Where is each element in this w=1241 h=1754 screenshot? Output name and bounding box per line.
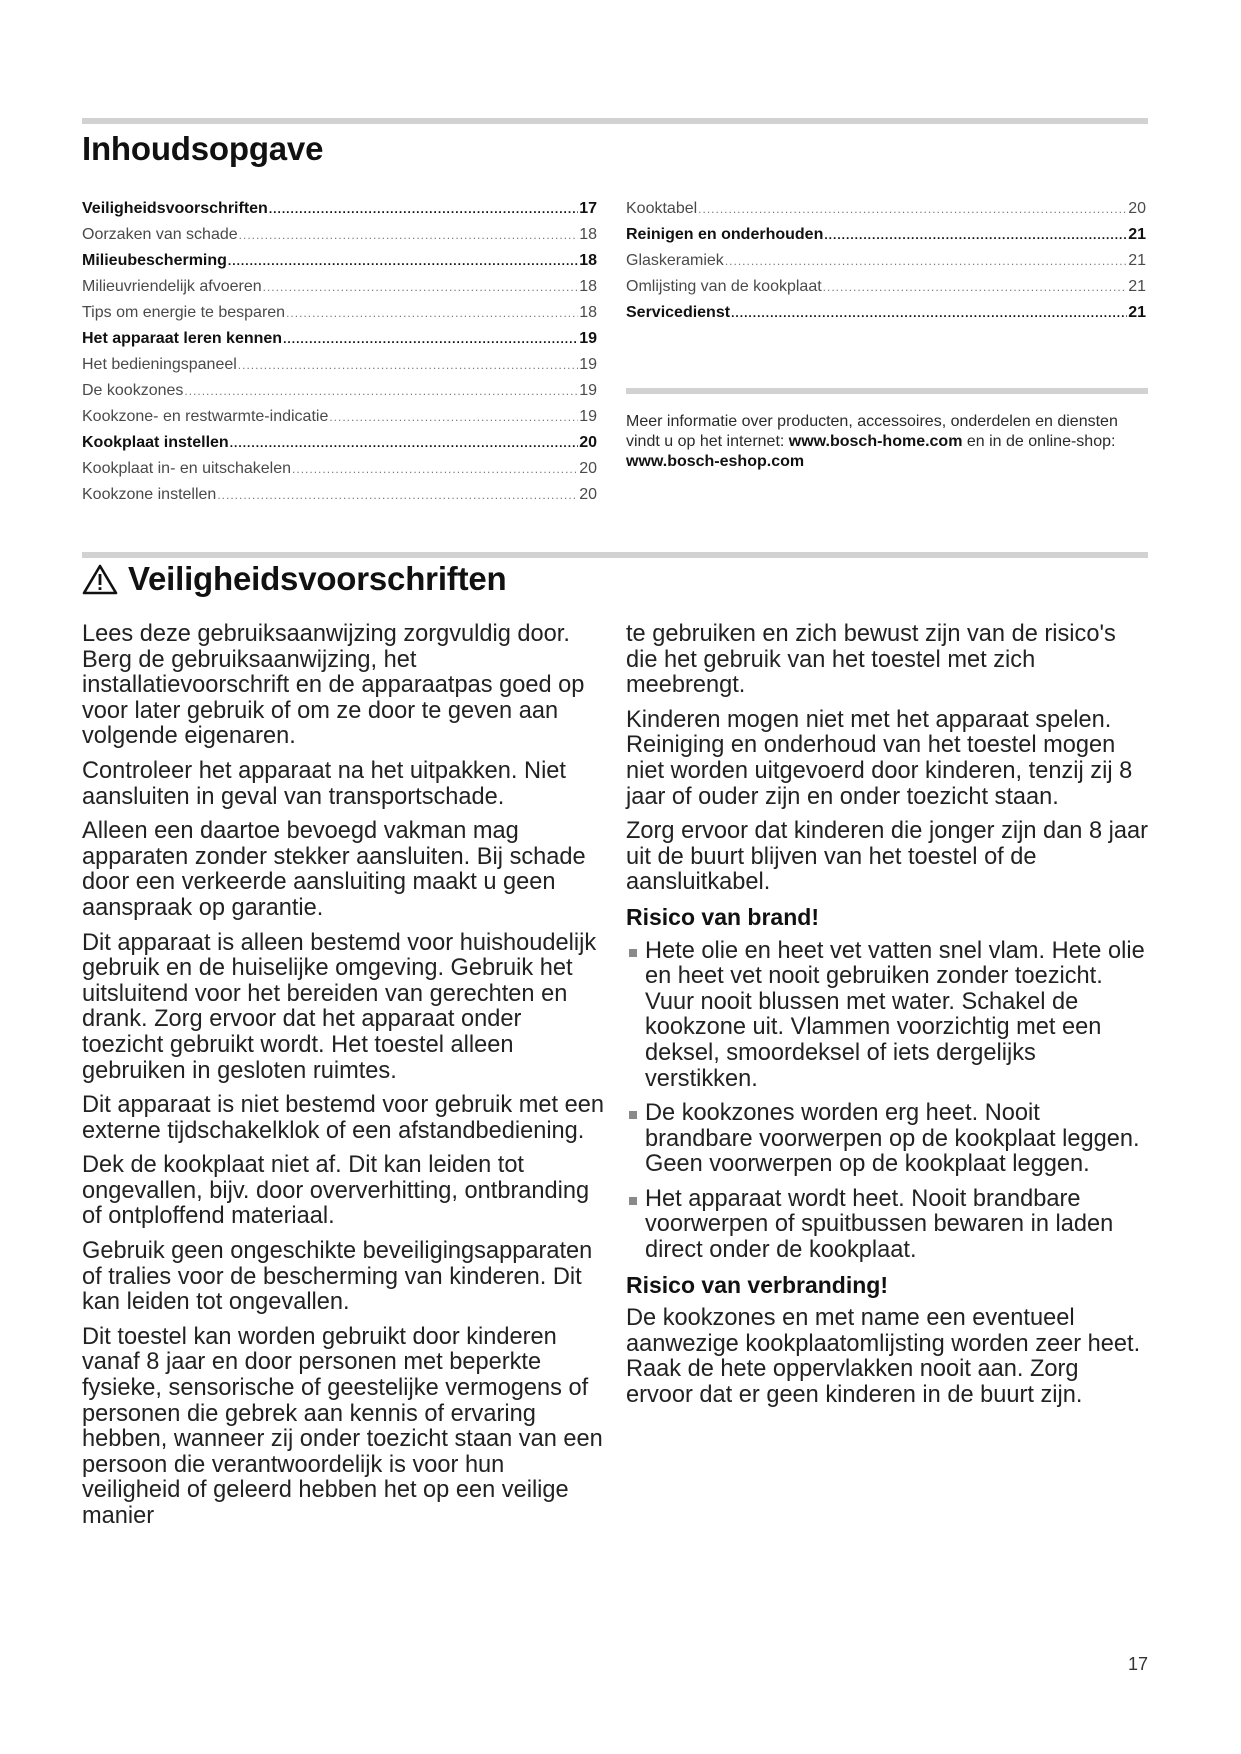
paragraph: Alleen een daartoe bevoegd vakman mag apparaten zonder stekker aansluiten. Bij schade door een verkeerde aansluiting maakt u geen aanspraak op garantie. <box>82 818 586 921</box>
burn-risk-heading: Risico van verbranding! <box>626 1271 889 1298</box>
toc-title: Inhoudsopgave <box>82 130 324 167</box>
list-item: Hete olie en heet vet vatten snel vlam. Hete olie en heet vet nooit gebruiken zonder toezicht. Vuur nooit blussen met water. Schakel de kookzone uit. Vlammen voorzichtig met een deksel, smoordeksel of iets dergelijks verstikken. <box>626 939 1151 1093</box>
safety-left-column <box>82 622 604 1539</box>
toc-right-column <box>626 196 1146 326</box>
toc-entry[interactable]: De kookzones ..... 19 <box>82 378 597 404</box>
fire-risk-heading: Risico van brand! <box>626 903 819 930</box>
paragraph: Dit toestel kan worden gebruikt door kinderen vanaf 8 jaar en door personen met beperkte fysieke, sensorische of geestelijke vermogens of personen die gebrek aan kennis of ervaring hebben, wanneer zij onder toezicht staan van een persoon die verantwoordelijk is voor hun veiligheid of geleerd hebben het op een veilige manier <box>82 1323 603 1529</box>
toc-entry[interactable]: Het bedieningspaneel ..... 19 <box>82 352 597 378</box>
toc-entry[interactable]: Kooktabel ..... 20 <box>626 196 1146 222</box>
paragraph: Gebruik geen ongeschikte beveiligingsapparaten of tralies voor de bescherming van kinderen. Dit kan leiden tot ongevallen. <box>82 1238 593 1316</box>
paragraph: Kinderen mogen niet met het apparaat spelen. Reiniging en onderhoud van het toestel mogen niet worden uitgevoerd door kinderen, tenzij zij 8 jaar of ouder zijn en onder toezicht staan. <box>626 706 1133 810</box>
toc-entry[interactable]: Veiligheidsvoorschriften ..... 17 <box>82 196 597 222</box>
bosch-eshop-link[interactable]: www.bosch-eshop.com <box>626 453 805 470</box>
toc-entry[interactable]: Het apparaat leren kennen ..... 19 <box>82 326 597 352</box>
paragraph: Lees deze gebruiksaanwijzing zorgvuldig door. Berg de gebruiksaanwijzing, het installatievoorschrift en de apparaatpas goed op voor later gebruik of om ze door te geven aan volgende eigenaren. <box>82 621 585 750</box>
toc-entry[interactable]: Kookplaat in- en uitschakelen ..... 20 <box>82 456 597 482</box>
toc-entry[interactable]: Milieubescherming ..... 18 <box>82 248 597 274</box>
toc-entry[interactable]: Tips om energie te besparen ..... 18 <box>82 300 597 326</box>
fire-risk-list <box>626 939 1151 1264</box>
top-divider <box>82 118 1148 124</box>
toc-entry[interactable]: Omlijsting van de kookplaat ..... 21 <box>626 274 1146 300</box>
toc-left-column <box>82 196 597 508</box>
toc-entry[interactable]: Kookzone- en restwarmte-indicatie ..... 19 <box>82 404 597 430</box>
page-number: 17 <box>1127 1654 1148 1674</box>
paragraph: Dek de kookplaat niet af. Dit kan leiden tot ongevallen, bijv. door oververhitting, ontbranding of ontploffend materiaal. <box>82 1152 590 1230</box>
safety-title: Veiligheidsvoorschriften <box>82 560 506 598</box>
paragraph: Dit apparaat is niet bestemd voor gebruik met een externe tijdschakelklok of een afstandbediening. <box>82 1092 604 1144</box>
paragraph: De kookzones en met name een eventueel aanwezige kookplaatomlijsting worden zeer heet. Raak de hete oppervlakken nooit aan. Zorg ervoor dat er geen kinderen in de buurt zijn. <box>626 1305 1141 1409</box>
toc-entry[interactable]: Oorzaken van schade ..... 18 <box>82 222 597 248</box>
list-item: Het apparaat wordt heet. Nooit brandbare voorwerpen of spuitbussen bewaren in laden direct onder de kookplaat. <box>626 1187 1151 1264</box>
toc-entry[interactable]: Milieuvriendelijk afvoeren ..... 18 <box>82 274 597 300</box>
paragraph: Controleer het apparaat na het uitpakken. Niet aansluiten in geval van transportschade. <box>82 757 566 810</box>
toc-entry[interactable]: Kookplaat instellen ..... 20 <box>82 430 597 456</box>
warning-triangle-icon <box>82 563 118 596</box>
toc-entry[interactable]: Glaskeramiek ..... 21 <box>626 248 1146 274</box>
toc-entry[interactable]: Servicedienst ..... 21 <box>626 300 1146 326</box>
web-info: Meer informatie over producten, accessoires, onderdelen en diensten vindt u op het internet: www.bosch-home.com en in de online-shop: www.bosch-eshop.com <box>626 413 1118 470</box>
paragraph: Dit apparaat is alleen bestemd voor huishoudelijk gebruik en de huiselijke omgeving. Gebruik het uitsluitend voor het bereiden van gerechten en drank. Zorg ervoor dat het apparaat onder toezicht gebruikt wordt. Het toestel alleen gebruiken in gesloten ruimtes. <box>82 929 597 1084</box>
safety-right-column <box>626 622 1151 1418</box>
section-divider <box>82 552 1148 558</box>
list-item: De kookzones worden erg heet. Nooit brandbare voorwerpen op de kookplaat leggen. Geen voorwerpen op de kookplaat leggen. <box>626 1101 1151 1178</box>
toc-entry[interactable]: Kookzone instellen ..... 20 <box>82 482 597 508</box>
info-divider <box>626 388 1148 394</box>
bosch-home-link[interactable]: www.bosch-home.com <box>788 433 963 450</box>
paragraph: Zorg ervoor dat kinderen die jonger zijn dan 8 jaar uit de buurt blijven van het toestel of de aansluitkabel. <box>626 818 1148 896</box>
toc-entry[interactable]: Reinigen en onderhouden ..... 21 <box>626 222 1146 248</box>
paragraph: te gebruiken en zich bewust zijn van de risico's die het gebruik van het toestel met zich meebrengt. <box>626 621 1116 699</box>
